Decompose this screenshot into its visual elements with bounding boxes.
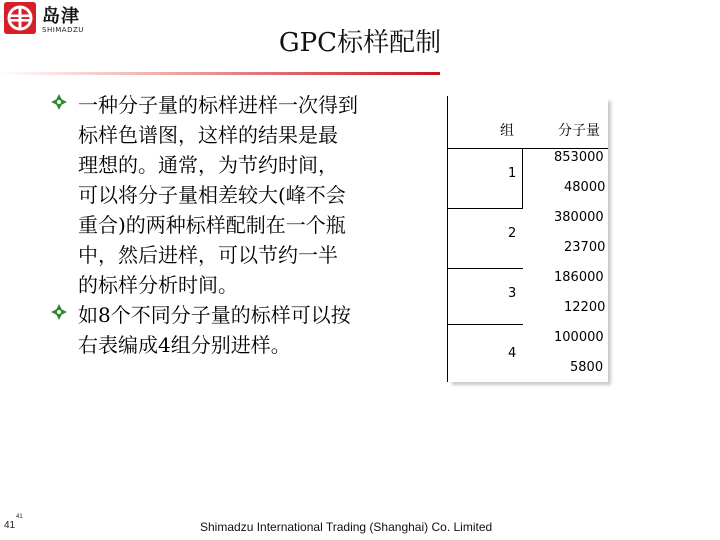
page-number-small: 41	[16, 514, 23, 520]
footer-company: Shimadzu International Trading (Shanghai) Co. Limited	[200, 520, 493, 534]
table-divider	[448, 324, 523, 325]
table-cell-group: 4	[508, 346, 517, 361]
bullet-list	[50, 90, 420, 360]
page-title: GPC标样配制	[278, 28, 442, 58]
table-divider	[448, 268, 523, 269]
standards-table	[447, 96, 608, 382]
table-cell-weight: 853000	[554, 150, 604, 165]
logo-english-text: SHIMADZU	[42, 26, 84, 34]
table-divider	[448, 148, 608, 149]
table-cell-weight: 12200	[564, 300, 606, 315]
bullet-text: 如8个不同分子量的标样可以按 右表编成4组分别进样。	[78, 303, 351, 357]
table-divider	[448, 208, 523, 209]
page-number: 41	[4, 520, 16, 531]
table-cell-weight: 380000	[554, 210, 604, 225]
table-cell-weight: 100000	[554, 330, 604, 345]
table-cell-weight: 186000	[554, 270, 604, 285]
table-divider	[522, 148, 523, 208]
bullet-item	[50, 90, 420, 300]
bullet-item	[50, 300, 420, 360]
table-cell-weight: 5800	[570, 360, 604, 375]
logo-chinese-text: 岛津	[42, 6, 80, 27]
table-header-group: 组	[500, 123, 514, 139]
table-header-mw: 分子量	[558, 123, 600, 139]
title-underline	[0, 72, 440, 75]
bullet-text: 一种分子量的标样进样一次得到 标样色谱图，这样的结果是最 理想的。通常，为节约时间， 可以将分子量相差较大(峰不会 重合)的两种标样配制在一个瓶 中，然后进样，可以节约一半 的标样分析时间。	[78, 93, 358, 297]
diamond-bullet-icon	[50, 300, 78, 325]
table-cell-group: 3	[508, 286, 517, 301]
table-cell-group: 2	[508, 226, 517, 241]
diamond-bullet-icon	[50, 90, 78, 115]
table-cell-weight: 23700	[564, 240, 606, 255]
table-cell-group: 1	[508, 166, 517, 181]
table-cell-weight: 48000	[564, 180, 606, 195]
